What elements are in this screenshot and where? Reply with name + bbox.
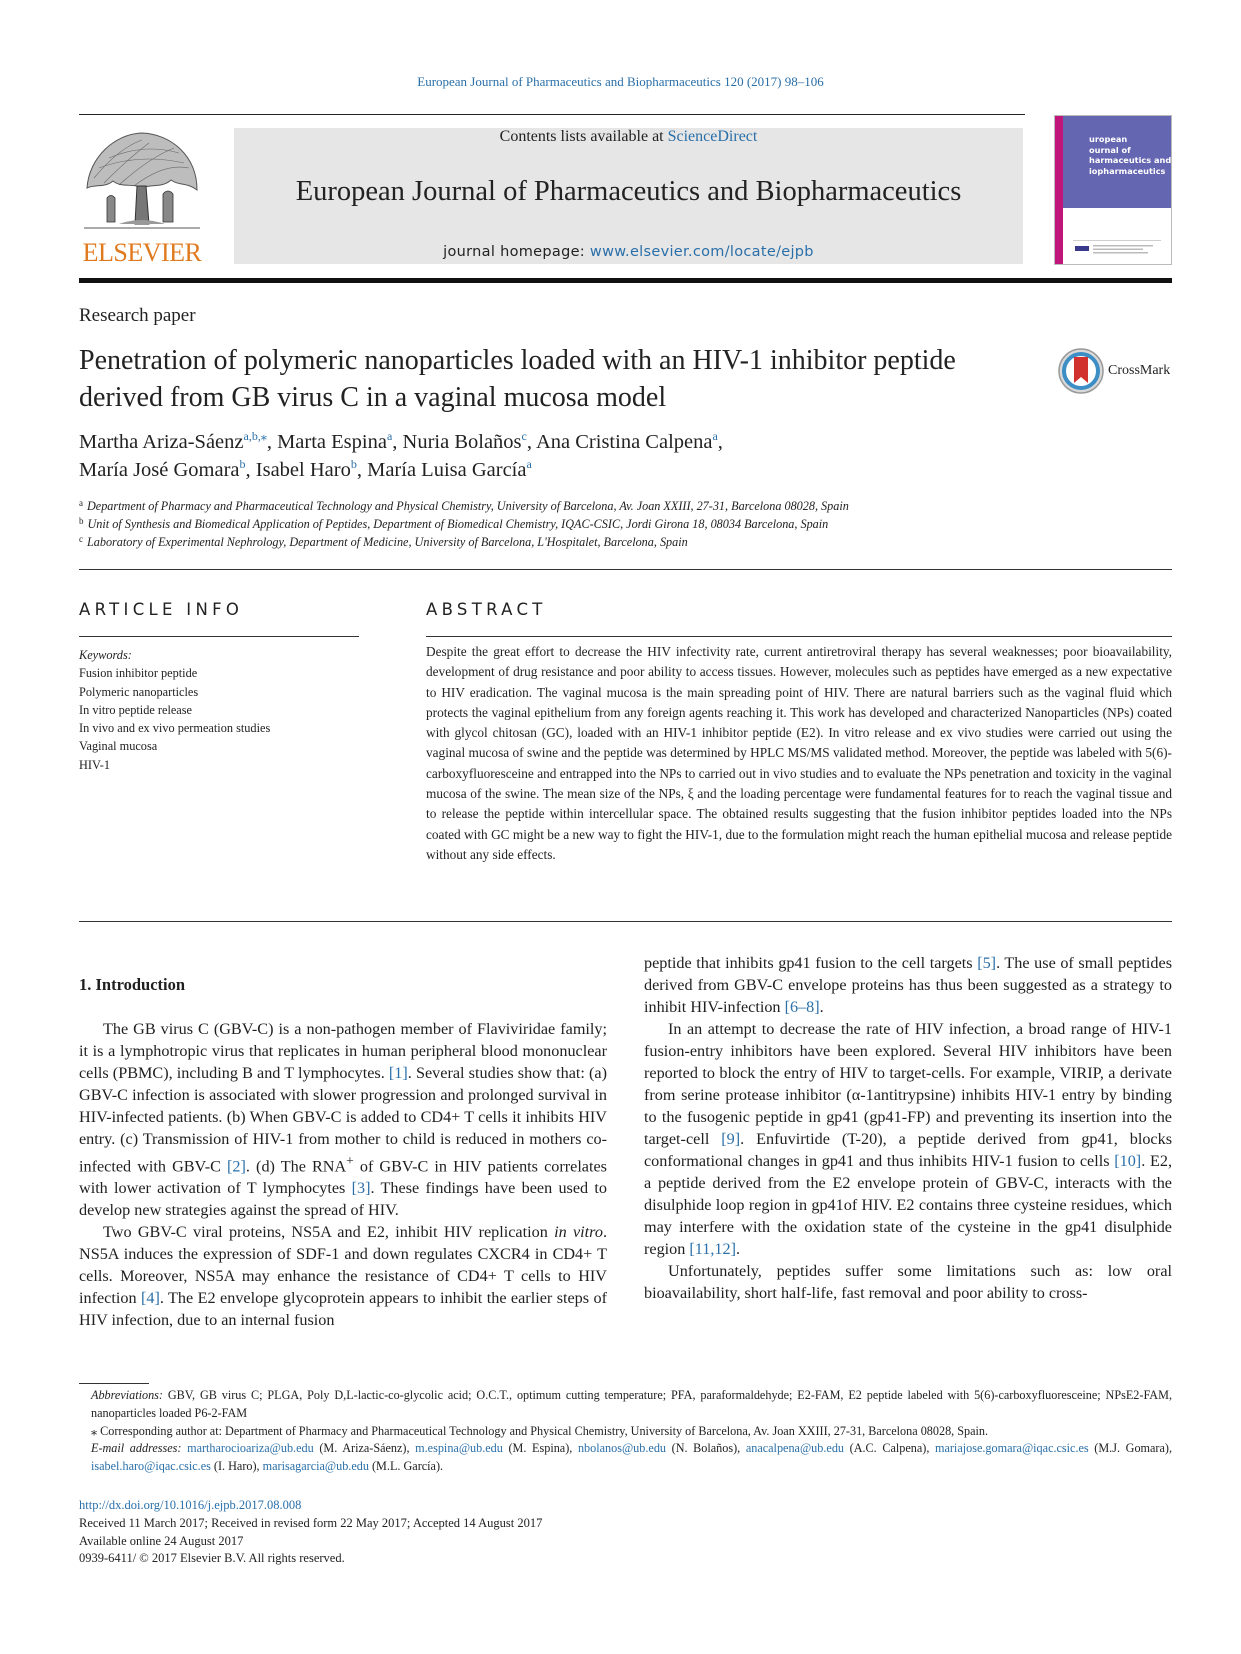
doi-link[interactable]: http://dx.doi.org/10.1016/j.ejpb.2017.08.008 — [79, 1498, 302, 1512]
text-run: of GBV-C in HIV patients correlates with lower activation of T lymphocytes — [79, 1157, 607, 1198]
affiliation-text: Department of Pharmacy and Pharmaceutical Technology and Physical Chemistry, University of Barcelona, Av. Joan XXIII, 27-31, Barcelona 08028, Spain — [87, 499, 849, 513]
text-run: . The E2 envelope glycoprotein appears to inhibit the earlier steps of HIV infection, due to an internal fusion — [79, 1289, 607, 1330]
author-affil-mark[interactable]: c — [521, 429, 527, 443]
text-run: . E2, a peptide derived from the E2 envelope protein of GBV-C, interacts with the disulphide loop region in gp41of HIV. E2 contains three cysteine residues, which may interfere with the oxidation state of the cysteine in the gp41 disulphide region — [644, 1152, 1172, 1258]
received-dates: Received 11 March 2017; Received in revised form 22 May 2017; Accepted 14 August 2017 — [79, 1515, 543, 1530]
affiliation — [79, 497, 1079, 515]
author-separator: , — [356, 459, 368, 481]
available-date: Available online 24 August 2017 — [79, 1533, 244, 1548]
email-owner: (A.C. Calpena), — [844, 1441, 935, 1456]
article-metadata — [79, 1497, 779, 1568]
body-paragraph — [79, 1018, 607, 1221]
contents-prefix: Contents lists available at — [499, 128, 668, 145]
copyright-line: 0939-6411/ © 2017 Elsevier B.V. All rights reserved. — [79, 1551, 345, 1566]
citation-link[interactable]: [10] — [1114, 1152, 1142, 1170]
email-label: E-mail addresses: — [91, 1441, 182, 1456]
text-run: . — [736, 1240, 741, 1258]
top-rule — [79, 114, 1025, 115]
sciencedirect-link[interactable]: ScienceDirect — [667, 128, 758, 145]
text-run: Two GBV-C viral proteins, NS5A and E2, inhibit HIV replication — [103, 1223, 555, 1242]
corresponding-footnote: ⁎ Corresponding author at: Department of Pharmacy and Pharmaceutical Technology and Physical Chemistry, University of Barcelona, Av. Joan XXIII, 27-31, Barcelona 08028, Spain. — [91, 1423, 989, 1438]
body-paragraph — [644, 1018, 1172, 1260]
email-link[interactable]: nbolanos@ub.edu — [577, 1441, 667, 1456]
body-column-left — [79, 974, 607, 1331]
text-run: . These findings have been used to develop new strategies against the spread of HIV. — [79, 1179, 607, 1220]
publisher-logo[interactable] — [79, 128, 205, 268]
journal-title: European Journal of Pharmaceutics and Biopharmaceutics — [295, 176, 962, 207]
email-link[interactable]: isabel.haro@iqac.csic.es — [91, 1459, 211, 1474]
email-owner: (I. Haro), — [210, 1459, 263, 1474]
cover-footer — [1073, 240, 1161, 257]
keyword: Fusion inhibitor peptide — [79, 666, 198, 681]
abstract-rule — [426, 636, 1172, 637]
citation-link[interactable]: [11,12] — [689, 1240, 737, 1258]
email-owner: (M.L. García). — [368, 1459, 444, 1474]
article-type: Research paper — [79, 305, 196, 326]
author-affil-mark[interactable]: a — [526, 457, 532, 471]
text-run: The GB virus C (GBV-C) is a non-pathogen member of Flaviviridae family; it is a lymphotropic virus that replicates in human peripheral blood mononuclear cells (PBMC), including B and T lymphocytes. — [79, 1020, 607, 1082]
author-line — [79, 456, 1079, 484]
cover-strip — [1055, 116, 1063, 265]
citation-link[interactable]: [3] — [351, 1179, 371, 1198]
author-line — [79, 428, 1079, 456]
author-affil-mark[interactable]: b — [350, 457, 357, 471]
section-rule — [79, 569, 1172, 570]
cover-title-line: uropean — [1089, 134, 1128, 144]
affiliation-mark: c — [79, 534, 83, 544]
author-name[interactable]: María Luisa García — [367, 459, 527, 481]
affiliation-text: Unit of Synthesis and Biomedical Application of Peptides, Department of Biomedical Chemistry, IQAC-CSIC, Jordi Girona 18, 08034 Barcelona, Spain — [87, 517, 829, 531]
keyword: Polymeric nanoparticles — [79, 684, 199, 699]
author-separator: , — [717, 431, 723, 453]
body-paragraph — [644, 952, 1172, 1018]
cover-title-line: ournal of — [1089, 144, 1131, 155]
footnote-rule — [79, 1383, 149, 1384]
body-paragraph: Unfortunately, peptides suffer some limitations such as: low oral bioavailability, short half-life, fast removal and poor ability to cross- — [644, 1262, 1172, 1302]
abstract-text: Despite the great effort to decrease the HIV infectivity rate, current antiretroviral therapy has several weaknesses; poor bioavailability, development of drug resistance and poor ability to access tissues. However, molecules such as peptides have emerged as a new expectative to HIV eradication. The vaginal mucosa is the main spreading point of HIV. There are natural barriers such as the vaginal fluid which protects the vaginal epithelium from any foreign agents reaching it. This work has developed and characterized Nanoparticles (NPs) coated with glycol chitosan (GC), loaded with an HIV-1 inhibitor peptide (E2). In vitro release and ex vivo studies were carried out using the vaginal mucosa of swine and the peptide was determined by HPLC MS/MS validated method. Moreover, the peptide was labeled with 5(6)-carboxyfluoresceine and entrapped into the NPs to carried out in vivo studies and to evaluate the NPs penetration and toxicity in the vaginal mucosa of the swine. The mean size of the NPs, ξ and the loading percentage were fundamental features for to reach the vaginal tissue and to release the peptide within intercellular space. The obtained results suggesting that the fusion inhibitor peptides loaded into the NPs coated with GC might be a new way to fight the HIV-1, due to the formulation might reach the human epithelial mucosa and release peptide without any side effects. — [426, 644, 1172, 862]
running-head[interactable]: European Journal of Pharmaceutics and Biopharmaceutics 120 (2017) 98–106 — [417, 74, 824, 89]
section-heading: 1. Introduction — [79, 975, 186, 994]
email-owner: (M. Espina), — [502, 1441, 578, 1456]
abstract-heading: ABSTRACT — [426, 600, 547, 619]
affiliation-text: Laboratory of Experimental Nephrology, Department of Medicine, University of Barcelona, L'Hospitalet, Barcelona, Spain — [87, 535, 688, 549]
author-separator: , — [392, 431, 403, 453]
author-affil-mark[interactable]: a — [712, 429, 718, 443]
email-owner: (M.J. Gomara), — [1088, 1441, 1172, 1456]
text-run: . — [819, 998, 824, 1016]
author-separator: , — [245, 459, 256, 481]
affiliation — [79, 515, 1079, 533]
crossmark-label: CrossMark — [1108, 363, 1171, 378]
keyword: HIV-1 — [79, 757, 110, 772]
cover-title — [1089, 134, 1172, 176]
footnotes — [79, 1387, 1172, 1476]
crossmark-icon — [1057, 347, 1105, 395]
keywords-block — [79, 646, 359, 774]
text-run: . The use of small peptides derived from GBV-C envelope proteins has thus been suggested as a strategy to inhibit HIV-infection — [644, 954, 1173, 1016]
email-link[interactable]: mariajose.gomara@iqac.csic.es — [934, 1441, 1089, 1456]
text-run: . NS5A induces the expression of SDF-1 and down regulates CXCR4 in CD4+ T cells. Moreover, NS5A may enhance the resistance of CD4+ T cells to HIV infection — [79, 1223, 607, 1308]
author-name[interactable]: María José Gomara — [79, 459, 240, 481]
publisher-name: ELSEVIER — [82, 238, 202, 267]
author-affil-mark[interactable]: b — [239, 457, 246, 471]
email-owner: (N. Bolaños), — [666, 1441, 746, 1456]
text-run: . Enfuvirtide (T-20), a peptide derived from gp41, blocks conformational changes in gp41 and thus inhibits HIV-1 fusion to cells — [644, 1130, 1172, 1170]
author-name[interactable]: Nuria Bolaños — [402, 431, 522, 453]
author-separator: , — [526, 431, 536, 453]
affiliation-mark: b — [79, 516, 84, 526]
contents-line — [234, 128, 1023, 146]
journal-masthead — [234, 128, 1023, 264]
journal-cover-icon[interactable] — [1054, 115, 1172, 265]
keyword: Vaginal mucosa — [79, 739, 158, 754]
email-link[interactable]: anacalpena@ub.edu — [745, 1441, 845, 1456]
author-list — [79, 428, 1079, 484]
homepage-line — [234, 244, 1023, 260]
article-info-rule — [79, 636, 359, 637]
citation-link[interactable]: [4] — [140, 1289, 160, 1308]
keywords-label: Keywords: — [79, 648, 132, 662]
email-link[interactable]: martharocioariza@ub.edu — [187, 1441, 314, 1456]
text-run: . (d) The RNA — [245, 1157, 347, 1176]
header-thick-rule — [79, 278, 1172, 283]
homepage-link[interactable]: www.elsevier.com/locate/ejpb — [589, 244, 814, 260]
article-info-heading: ARTICLE INFO — [79, 600, 244, 619]
homepage-prefix: journal homepage: — [443, 244, 590, 260]
email-link[interactable]: marisagarcia@ub.edu — [262, 1459, 369, 1474]
keyword: In vivo and ex vivo permeation studies — [79, 721, 271, 736]
section-rule — [79, 921, 1172, 922]
body-paragraph — [79, 1221, 607, 1331]
email-link[interactable]: m.espina@ub.edu — [415, 1441, 503, 1456]
citation-link[interactable]: [1] — [388, 1064, 408, 1082]
citation-link[interactable]: [2] — [227, 1157, 246, 1176]
author-name[interactable]: Martha Ariza-Sáenz — [79, 431, 244, 453]
affiliation — [79, 533, 1079, 551]
citation-link[interactable]: [5] — [977, 954, 997, 972]
crossmark-badge[interactable] — [1057, 347, 1177, 395]
text-run: In an attempt to decrease the rate of HIV infection, a broad range of HIV-1 fusion-entry inhibitors have been explored. Several HIV inhibitors have been reported to block the entry of HIV to target-cells. For example, VIRIP, a derivate from serine protease inhibitor (α-1antitrypsine) inhibits HIV-1 entry by binding to the fusogenic peptide in gp41 (gp41-FP) and preventing its insertion into the target-cell — [644, 1020, 1172, 1148]
article-title: Penetration of polymeric nanoparticles loaded with an HIV-1 inhibitor peptide derived from GB virus C in a vaginal mucosa model — [79, 345, 956, 413]
italic-term: in vitro — [554, 1223, 603, 1242]
author-name[interactable]: Isabel Haro — [255, 459, 351, 481]
superscript: + — [346, 1153, 354, 1168]
affiliation-list — [79, 497, 1079, 551]
author-affil-mark[interactable]: a,b,⁎ — [243, 429, 267, 443]
author-name[interactable]: Ana Cristina Calpena — [535, 431, 713, 453]
elsevier-tree-icon — [79, 128, 205, 236]
text-run: . Several studies show that: (a) GBV-C infection is associated with slower progression and prolonged survival in HIV-infected patients. (b) When GBV-C is added to CD4+ T cells it inhibits HIV entry. (c) Transmission of HIV-1 from mother to child is reduced in mothers co-infected with GBV-C — [79, 1064, 608, 1176]
citation-link[interactable]: [9] — [721, 1130, 741, 1148]
abbreviations-text: GBV, GB virus C; PLGA, Poly D,L-lactic-co-glycolic acid; O.C.T., optimum cutting temperature; PFA, paraformaldehyde; E2-FAM, E2 peptide labeled with 5(6)-carboxyfluoresceine; NPsE2-FAM, nanoparticles loaded P6-2-FAM — [91, 1388, 1172, 1420]
abbreviations-label: Abbreviations: — [91, 1388, 163, 1402]
email-footnote — [79, 1440, 1172, 1476]
author-separator: , — [266, 431, 278, 453]
email-owner: (M. Ariza-Sáenz), — [313, 1441, 416, 1456]
cover-title-line: iopharmaceutics — [1089, 165, 1166, 176]
text-run: peptide that inhibits gp41 fusion to the cell targets — [644, 954, 978, 972]
abbreviations-footnote — [79, 1387, 1172, 1423]
citation-link[interactable]: [6–8] — [784, 998, 820, 1016]
author-name[interactable]: Marta Espina — [277, 431, 387, 453]
body-column-right — [644, 954, 1173, 1304]
author-affil-mark[interactable]: a — [386, 429, 393, 443]
keyword: In vitro peptide release — [79, 702, 193, 717]
affiliation-mark: a — [79, 498, 83, 508]
cover-title-line: harmaceutics and — [1089, 155, 1172, 165]
